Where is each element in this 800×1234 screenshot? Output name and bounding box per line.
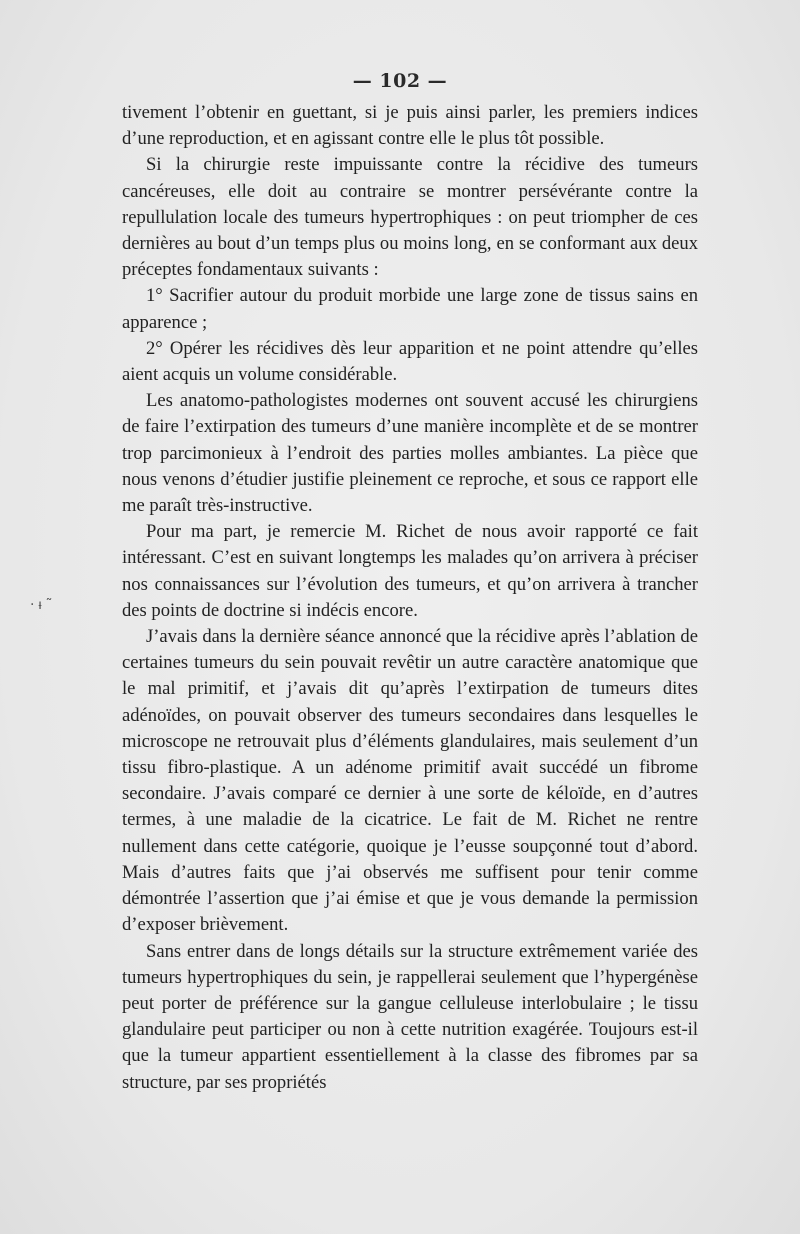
paragraph-4: 2° Opérer les récidives dès leur apparition et ne point attendre qu’elles aient acquis un volume considérable. xyxy=(122,337,698,386)
paragraph-6: Pour ma part, je remercie M. Richet de nous avoir rapporté ce fait intéressant. C’est en suivant longtemps les malades qu’on arrivera à préciser nos connaissances sur l’évolution des tumeurs, et qu’on arrivera à trancher des points de doctrine si indécis encore. xyxy=(122,521,698,621)
paragraph-1: tivement l’obtenir en guettant, si je puis ainsi parler, les premiers indices d’une reproduction, et en agissant contre elle le plus tôt possible. xyxy=(122,102,698,150)
page-number: — 102 — xyxy=(352,70,448,92)
paragraph-5: Les anatomo-pathologistes modernes ont souvent accusé les chirurgiens de faire l’extirpation des tumeurs d’une manière incomplète et de se montrer trop parcimonieux à l’endroit des parties molles ambiantes. La pièce que nous venons d’étudier justifie pleinement ce reproche, et sous ce rapport elle me paraît très-instructive. xyxy=(122,390,698,517)
margin-speck-marks: ·ᵼ˜ xyxy=(30,597,57,613)
body-text xyxy=(122,100,698,1096)
paragraph-7: J’avais dans la dernière séance annoncé que la récidive après l’ablation de certaines tumeurs du sein pouvait revêtir un autre caractère anatomique que le mal primitif, et j’avais dit qu’après l’extirpation de tumeurs dites adénoïdes, on pouvait observer des tumeurs secondaires dans lesquelles le microscope ne retrouvait plus d’éléments glandulaires, mais seulement d’un tissu fibro-plastique. A un adénome primitif avait succédé un fibrome secondaire. J’avais comparé ce dernier à une sorte de kéloïde, en d’autres termes, à une maladie de la cicatrice. Le fait de M. Richet ne rentre nullement dans cette catégorie, quoique je l’eusse soupçonné tout d’abord. Mais d’autres faits que j’ai observés me suffisent pour tenir comme démontrée l’assertion que j’ai émise et que je vous demande la permission d’exposer brièvement. xyxy=(122,626,698,936)
paragraph-8: Sans entrer dans de longs détails sur la structure extrêmement variée des tumeurs hypertrophiques du sein, je rappellerai seulement que l’hypergénèse peut porter de préférence sur la gangue celluleuse interlobulaire ; le tissu glandulaire peut participer ou non à cette nutrition exagérée. Toujours est-il que la tumeur appartient essentiellement à la classe des fibromes par sa structure, par ses propriétés xyxy=(122,940,698,1093)
paragraph-2: Si la chirurgie reste impuissante contre la récidive des tumeurs cancéreuses, elle doit au contraire se montrer persévérante contre la repullulation locale des tumeurs hypertrophiques : on peut triompher de ces dernières au bout d’un temps plus ou moins long, en se conformant aux deux préceptes fondamentaux suivants : xyxy=(122,154,698,281)
paragraph-3: 1° Sacrifier autour du produit morbide une large zone de tissus sains en apparence ; xyxy=(122,285,698,333)
